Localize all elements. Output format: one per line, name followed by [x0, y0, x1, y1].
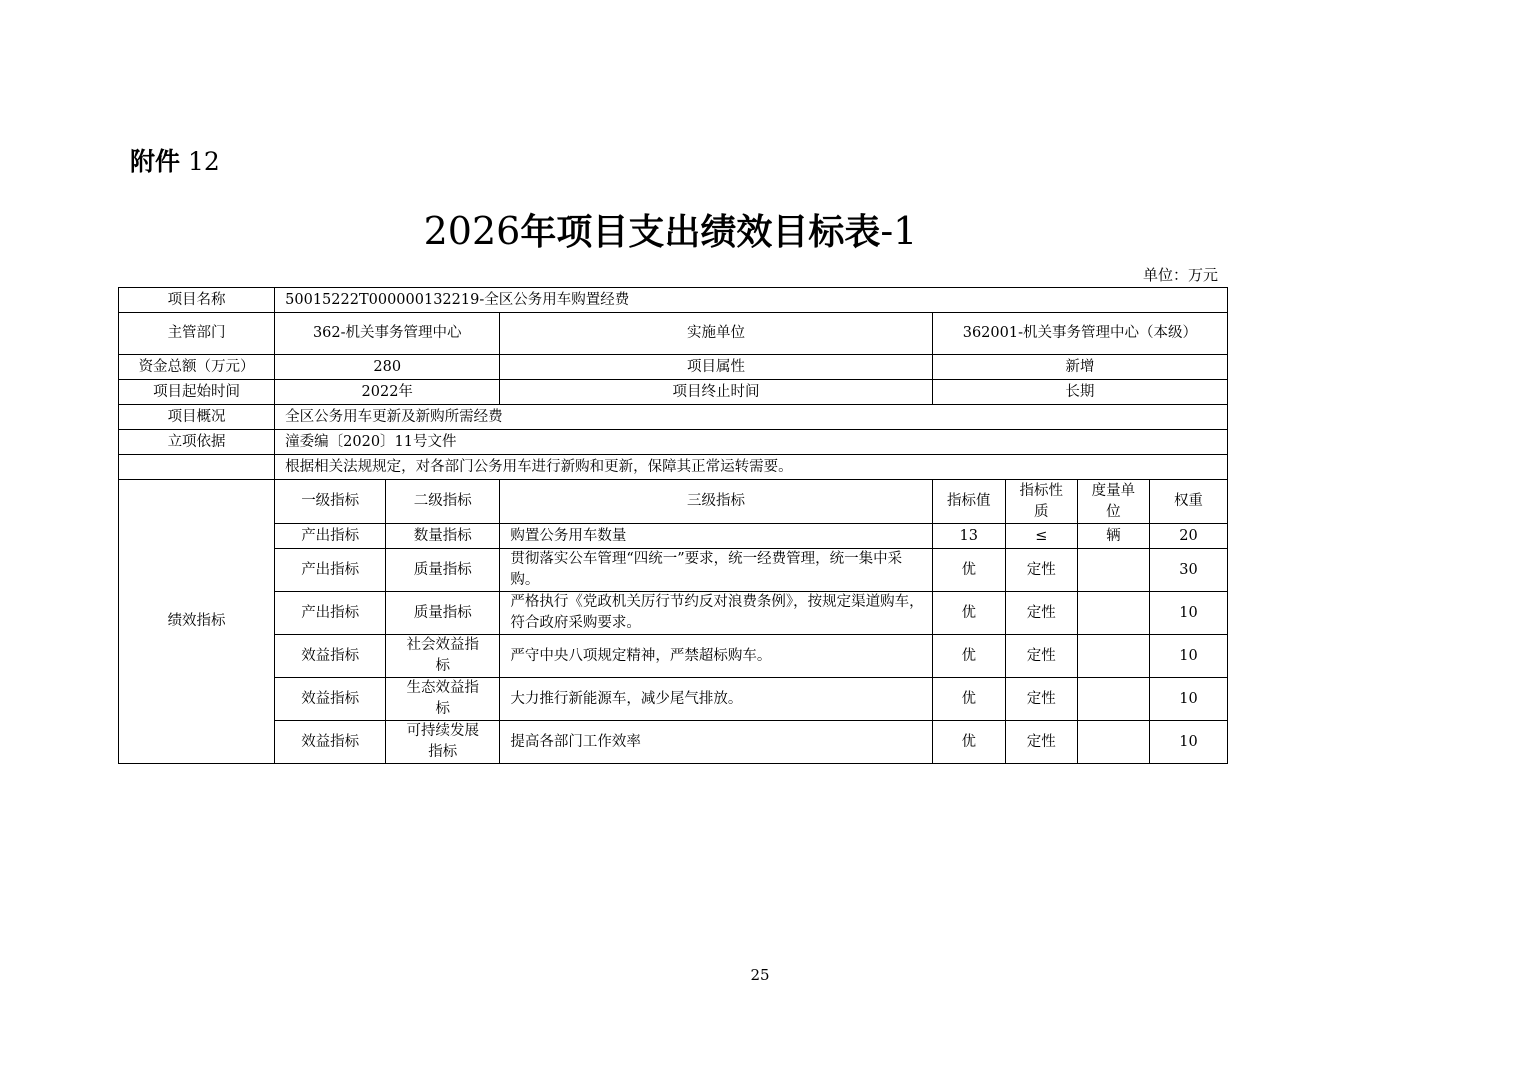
perf-nature: 定性 [1005, 721, 1077, 764]
table-row [119, 380, 1228, 405]
dept-label: 主管部门 [119, 313, 275, 355]
goal-label [119, 455, 275, 480]
overview-value: 全区公务用车更新及新购所需经费 [275, 405, 1228, 430]
title-main: 年项目支出绩效目标表 [520, 212, 881, 253]
attachment-label [130, 146, 220, 178]
perf-nature: 定性 [1005, 678, 1077, 721]
impl-value: 362001-机关事务管理中心（本级） [932, 313, 1227, 355]
perf-nature: 定性 [1005, 592, 1077, 635]
perf-unit [1077, 635, 1149, 678]
title-suffix: -1 [880, 209, 918, 253]
perf-nature: 定性 [1005, 549, 1077, 592]
header-nature: 指标性质 [1005, 480, 1077, 524]
unit-label: 单位：万元 [1142, 266, 1218, 284]
header-value: 指标值 [932, 480, 1005, 524]
perf-row [119, 635, 1228, 678]
impl-label: 实施单位 [500, 313, 932, 355]
perf-value: 优 [932, 678, 1005, 721]
perf-unit [1077, 592, 1149, 635]
perf-row [119, 592, 1228, 635]
perf-value: 优 [932, 592, 1005, 635]
perf-l2: 质量指标 [386, 549, 500, 592]
perf-l2: 数量指标 [386, 524, 500, 549]
dept-value: 362-机关事务管理中心 [275, 313, 500, 355]
funds-value: 280 [275, 355, 500, 380]
header-level2: 二级指标 [386, 480, 500, 524]
perf-value: 13 [932, 524, 1005, 549]
perf-l3: 严格执行《党政机关厉行节约反对浪费条例》，按规定渠道购车，符合政府采购要求。 [500, 592, 932, 635]
start-label: 项目起始时间 [119, 380, 275, 405]
perf-value: 优 [932, 635, 1005, 678]
perf-l3: 严守中央八项规定精神，严禁超标购车。 [500, 635, 932, 678]
basis-value: 潼委编〔2020〕11号文件 [275, 430, 1228, 455]
perf-l1: 产出指标 [275, 592, 386, 635]
basis-label: 立项依据 [119, 430, 275, 455]
perf-l3: 提高各部门工作效率 [500, 721, 932, 764]
perf-unit [1077, 721, 1149, 764]
perf-l3: 大力推行新能源车，减少尾气排放。 [500, 678, 932, 721]
funds-label: 资金总额（万元） [119, 355, 275, 380]
overview-label: 项目概况 [119, 405, 275, 430]
attr-label: 项目属性 [500, 355, 932, 380]
perf-nature: 定性 [1005, 635, 1077, 678]
perf-l1: 产出指标 [275, 524, 386, 549]
attachment-number: 12 [187, 147, 220, 176]
perf-unit [1077, 678, 1149, 721]
perf-row [119, 721, 1228, 764]
perf-row [119, 549, 1228, 592]
perf-weight: 10 [1149, 678, 1227, 721]
performance-table [118, 287, 1228, 764]
perf-value: 优 [932, 721, 1005, 764]
perf-weight: 30 [1149, 549, 1227, 592]
perf-header-row [119, 480, 1228, 524]
end-label: 项目终止时间 [500, 380, 932, 405]
table-row [119, 355, 1228, 380]
title-year: 2026 [423, 209, 521, 253]
project-name-value: 50015222T000000132219-全区公务用车购置经费 [275, 288, 1228, 313]
perf-l1: 产出指标 [275, 549, 386, 592]
goal-value: 根据相关法规规定，对各部门公务用车进行新购和更新，保障其正常运转需要。 [275, 455, 1228, 480]
perf-weight: 10 [1149, 721, 1227, 764]
perf-l2: 可持续发展指标 [386, 721, 500, 764]
perf-row [119, 524, 1228, 549]
perf-weight: 10 [1149, 635, 1227, 678]
perf-label: 绩效指标 [119, 480, 275, 764]
perf-l3: 贯彻落实公车管理“四统一”要求，统一经费管理，统一集中采购。 [500, 549, 932, 592]
header-unit: 度量单位 [1077, 480, 1149, 524]
header-level3: 三级指标 [500, 480, 932, 524]
perf-unit: 辆 [1077, 524, 1149, 549]
perf-weight: 10 [1149, 592, 1227, 635]
table-row [119, 288, 1228, 313]
header-level1: 一级指标 [275, 480, 386, 524]
header-weight: 权重 [1149, 480, 1227, 524]
attachment-prefix: 附件 [130, 147, 181, 176]
end-value: 长期 [932, 380, 1227, 405]
perf-l2: 生态效益指标 [386, 678, 500, 721]
start-value: 2022年 [275, 380, 500, 405]
table-row [119, 430, 1228, 455]
page-number: 25 [750, 966, 770, 984]
table-row [119, 455, 1228, 480]
perf-unit [1077, 549, 1149, 592]
perf-weight: 20 [1149, 524, 1227, 549]
table-row [119, 313, 1228, 355]
perf-l2: 质量指标 [386, 592, 500, 635]
perf-row [119, 678, 1228, 721]
table-row [119, 405, 1228, 430]
perf-nature: ≤ [1005, 524, 1077, 549]
attr-value: 新增 [932, 355, 1227, 380]
project-name-label: 项目名称 [119, 288, 275, 313]
perf-l1: 效益指标 [275, 678, 386, 721]
perf-value: 优 [932, 549, 1005, 592]
perf-l1: 效益指标 [275, 635, 386, 678]
perf-l2: 社会效益指标 [386, 635, 500, 678]
perf-l1: 效益指标 [275, 721, 386, 764]
page-title [0, 206, 1341, 258]
perf-l3: 购置公务用车数量 [500, 524, 932, 549]
